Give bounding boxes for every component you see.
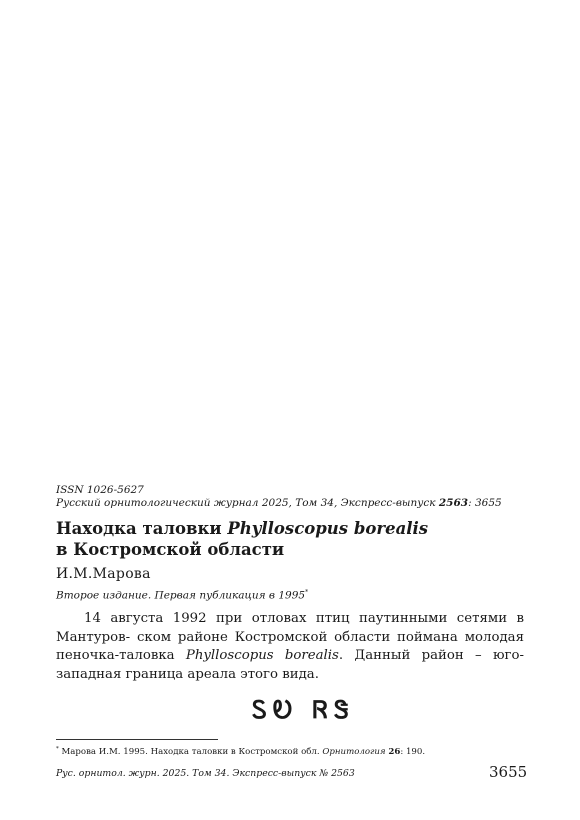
title-line2: в Костромской области <box>56 540 285 559</box>
footnote-journal: Орнитология <box>322 746 386 757</box>
footnote-pages: : 190. <box>400 746 426 757</box>
journal-name: Русский орнитологический журнал 2025, Том 34, Экспресс-выпуск <box>56 497 439 509</box>
issue-pages: : 3655 <box>468 497 502 509</box>
body-rest: . Данный район – юго-западная граница ареала <box>56 648 525 682</box>
footnote-text: Марова И.М. 1995. Находка таловки в Костромской обл. <box>58 746 323 757</box>
body-line2: ском районе Костромской области поймана молодая пеночка-таловка <box>56 629 524 663</box>
issn-line: ISSN 1026-5627 <box>56 484 144 496</box>
footnote-mark: * <box>56 746 59 752</box>
issue-number: 2563 <box>438 497 469 509</box>
ornament-divider: ᏚᎧ ᏒᏕ <box>252 695 355 724</box>
body-paragraph <box>56 610 524 684</box>
page-number: 3655 <box>489 763 528 781</box>
edition-footnote-mark: * <box>305 589 309 596</box>
author: И.М.Марова <box>56 566 151 582</box>
body-species: Phylloscopus borealis <box>185 648 339 663</box>
title-part1: Находка таловки <box>56 519 228 538</box>
body-line1: 14 августа 1992 при отловах птиц паутинными сетями в Мантуров- <box>56 611 524 645</box>
footnote-rule <box>56 739 218 740</box>
footnote-volume: 26 <box>388 746 401 757</box>
body-line4: этого вида. <box>240 666 319 682</box>
title-species: Phylloscopus borealis <box>227 519 429 538</box>
journal-line <box>56 497 502 509</box>
footer-citation: Рус. орнитол. журн. 2025. Том 34. Экспресс-выпуск № 2563 <box>56 768 355 779</box>
edition-text: Второе издание. Первая публикация в 1995 <box>56 589 306 602</box>
footnote <box>56 746 425 757</box>
article-title <box>56 518 428 560</box>
edition-note <box>56 589 308 602</box>
